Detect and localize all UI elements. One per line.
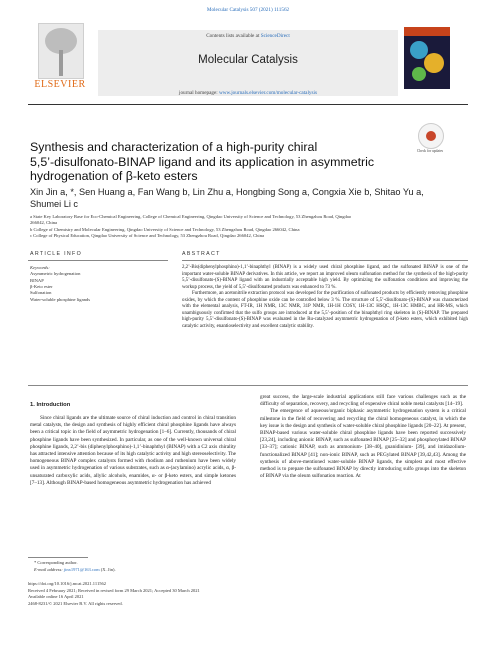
corresponding-note: * Corresponding author. — [34, 560, 78, 565]
body-column-left — [30, 415, 236, 487]
publisher-name: ELSEVIER — [34, 79, 86, 90]
journal-cover-thumbnail[interactable] — [404, 27, 450, 89]
author-list: Xin Jin a, *, Sen Huang a, Fan Wang b, Lin Zhu a, Hongbing Song a, Congxia Xie b, Shitao Yu a, Shumei Li c — [30, 187, 424, 209]
body-paragraph: The emergence of aqueous/organic biphasic asymmetric hydrogenation system is a critical milestone in the field of recovering and recycling the chiral homogeneous catalyst, in which the key issue is the design and synthesis of water-soluble chiral phosphine ligands [20–22]. At present, BINAP-based various water-soluble chiral phosphine ligands have been reported successively [23,24], including anionic BINAP, such as sulfonated BINAP [25–32] and phosphorylated BINAP [33–37]; cationic BINAP, such as ammonium- [38–40], guanidinium- [39], and imidazolium-functionalized BINAP [41]; non-ionic BINAP, such as PEGylated BINAP [39,42,43]. Among the synthesis of above-mentioned water-soluble BINAP ligands, the simplest and most effective method is to prepare the sulfonated BINAP by directly introducing sulfo groups into the skeleton of BINAP via the oleum sulfonation reaction. At — [260, 408, 466, 480]
affiliation-c: c College of Physical Education, Qingdao University of Science and Technology, 53 Zhengzhou Road, Qingdao 266042, China — [30, 233, 265, 239]
abstract-end-rule — [28, 385, 468, 386]
online-date: Available online 16 April 2021 — [28, 594, 84, 599]
email-link[interactable]: jinx1971@163.com — [63, 566, 100, 572]
keyword-item: Sulfonation — [30, 290, 52, 296]
elsevier-logo[interactable] — [28, 19, 92, 99]
journal-masthead — [98, 30, 398, 96]
journal-title: Molecular Catalysis — [198, 54, 298, 66]
copyright: 2468-8231/© 2021 Elsevier B.V. All rights reserved. — [28, 600, 123, 606]
body-paragraph: great success, the large-scale industrial applications still face various challenges such as the difficulty of separation, recovery, and recycling of expensive chiral noble metal catalysts [14–19]. — [260, 394, 466, 408]
article-info-rule — [28, 260, 168, 261]
received-dates: Received 4 February 2021; Received in revised form 29 March 2021; Accepted 30 March 2021 — [28, 587, 200, 593]
abstract-heading: ABSTRACT — [182, 251, 221, 257]
header-divider — [28, 104, 468, 105]
article-title: Synthesis and characterization of a high-purity chiral 5,5’-disulfonato-BINAP ligand and its application in asymmetric hydrogenation of β-keto esters — [30, 140, 375, 183]
check-updates-label[interactable]: Check for updates — [416, 149, 444, 153]
keyword-item: Water-soluble phosphine ligands — [30, 296, 91, 302]
affiliation-a-cont: 266042, China — [30, 220, 58, 226]
check-updates-icon[interactable] — [418, 123, 444, 149]
keywords-label: Keywords: — [30, 265, 50, 270]
abstract-body — [182, 265, 468, 330]
body-column-right — [260, 394, 466, 480]
abstract-paragraph: 2,2’-Bis(diphenylphosphino)-1,1’-binaphthyl (BINAP) is a widely used chiral phosphine ligand, and the sulfonated BINAP is one of the important water-soluble BINAP derivatives. In this article, we report an improved oleum sulfonation method for the synthesis of the high-purity 5,5’-disulfonato-(S)-BINAP ligand with an industrially acceptable high yield. By optimizing the sulfonation conditions and improving the workup process, the yield of 5,5’-disulfonated products was enhanced to 73 %. — [182, 265, 468, 290]
homepage-link[interactable]: www.journals.elsevier.com/molecular-catalysis — [219, 90, 317, 96]
keyword-item: β-Keto ester — [30, 283, 53, 289]
journal-header — [28, 19, 468, 101]
elsevier-tree-icon — [38, 23, 84, 79]
section-heading: 1. Introduction — [30, 402, 71, 408]
homepage-line: journal homepage: www.journals.elsevier.com/molecular-catalysis — [179, 90, 317, 96]
article-info-heading: ARTICLE INFO — [30, 251, 82, 257]
keyword-item: Asymmetric hydrogenation — [30, 271, 81, 277]
affiliation-b: b College of Chemistry and Molecular Engineering, Qingdao University of Science and Technology, 53 Zhengzhou Road, Qingdao 266042, China — [30, 226, 300, 232]
keyword-item: BINAP — [30, 277, 44, 283]
sciencedirect-link[interactable]: ScienceDirect — [260, 33, 290, 39]
contents-line: Contents lists available at ScienceDirect — [206, 33, 290, 39]
journal-reference[interactable]: Molecular Catalysis 507 (2021) 111562 — [206, 7, 290, 13]
email-line: E-mail address: jinx1971@163.com (X. Jin). — [34, 566, 116, 572]
abstract-paragraph: Furthermore, an acetonitrile extraction protocol was developed for the purification of sulfonated products by efficiently removing phosphine oxides, by which the content of phosphine oxide can be controlled below 3 %. The structure of 5,5’-disulfonato-(S)-BINAP was characterized with the elemental analysis, FT-IR, 1H NMR, 13C NMR, 31P NMR, 1H-1H COSY, 1H-13C HSQC, 1H-13C HMBC, and HR-MS, which unambiguously confirmed that the sulfo groups are introduced at the 5,5’-position of the binaphthyl ring skeleton in (S)-BINAP. The prepared high-purity 5,5’-disulfonato-(S)-BINAP was evaluated in the Ru-catalyzed asymmetric hydrogenation of β-keto esters, which exhibited high catalytic activity, enantioselectivity and excellent catalytic stability. — [182, 291, 468, 329]
body-paragraph: Since chiral ligands are the ultimate source of chiral induction and control in chiral transition metal catalysts, the design and synthesis of highly efficient chiral phosphine ligands have always been a critical topic in the field of asymmetric hydrogenation [1–6]. Currently, thousands of chiral phosphine ligands have been synthesized. In particular, as one of the well-known universal chiral phosphine ligands, 2,2’-bis (diphenylphosphino)-1,1’-binaphthyl (BINAP) with a C2 axis chirality has attracted intensive attention because of its high catalytic activity and high stereoselectivity. The homogeneous BINAP complex catalysts formed with rhodium and ruthenium have been widely used in asymmetric hydrogenation of various substrates, such as α-(acylamino) acrylic acids, α, β-unsaturated carboxylic acids, allylic alcohols, enamides, α- or β-keto esters, and simple ketones [7–13]. Although BINAP-based homogeneous asymmetric hydrogenation has achieved — [30, 415, 236, 486]
footnote-rule — [28, 557, 88, 558]
doi-link[interactable]: https://doi.org/10.1016/j.mcat.2021.111562 — [28, 581, 106, 586]
affiliation-a: a State Key Laboratory Base for Eco-Chemical Engineering, College of Chemical Engineering, Qingdao University of Science and Technology, 53 Zhengzhou Road, Qingdao — [30, 214, 352, 219]
abstract-rule — [182, 260, 468, 261]
